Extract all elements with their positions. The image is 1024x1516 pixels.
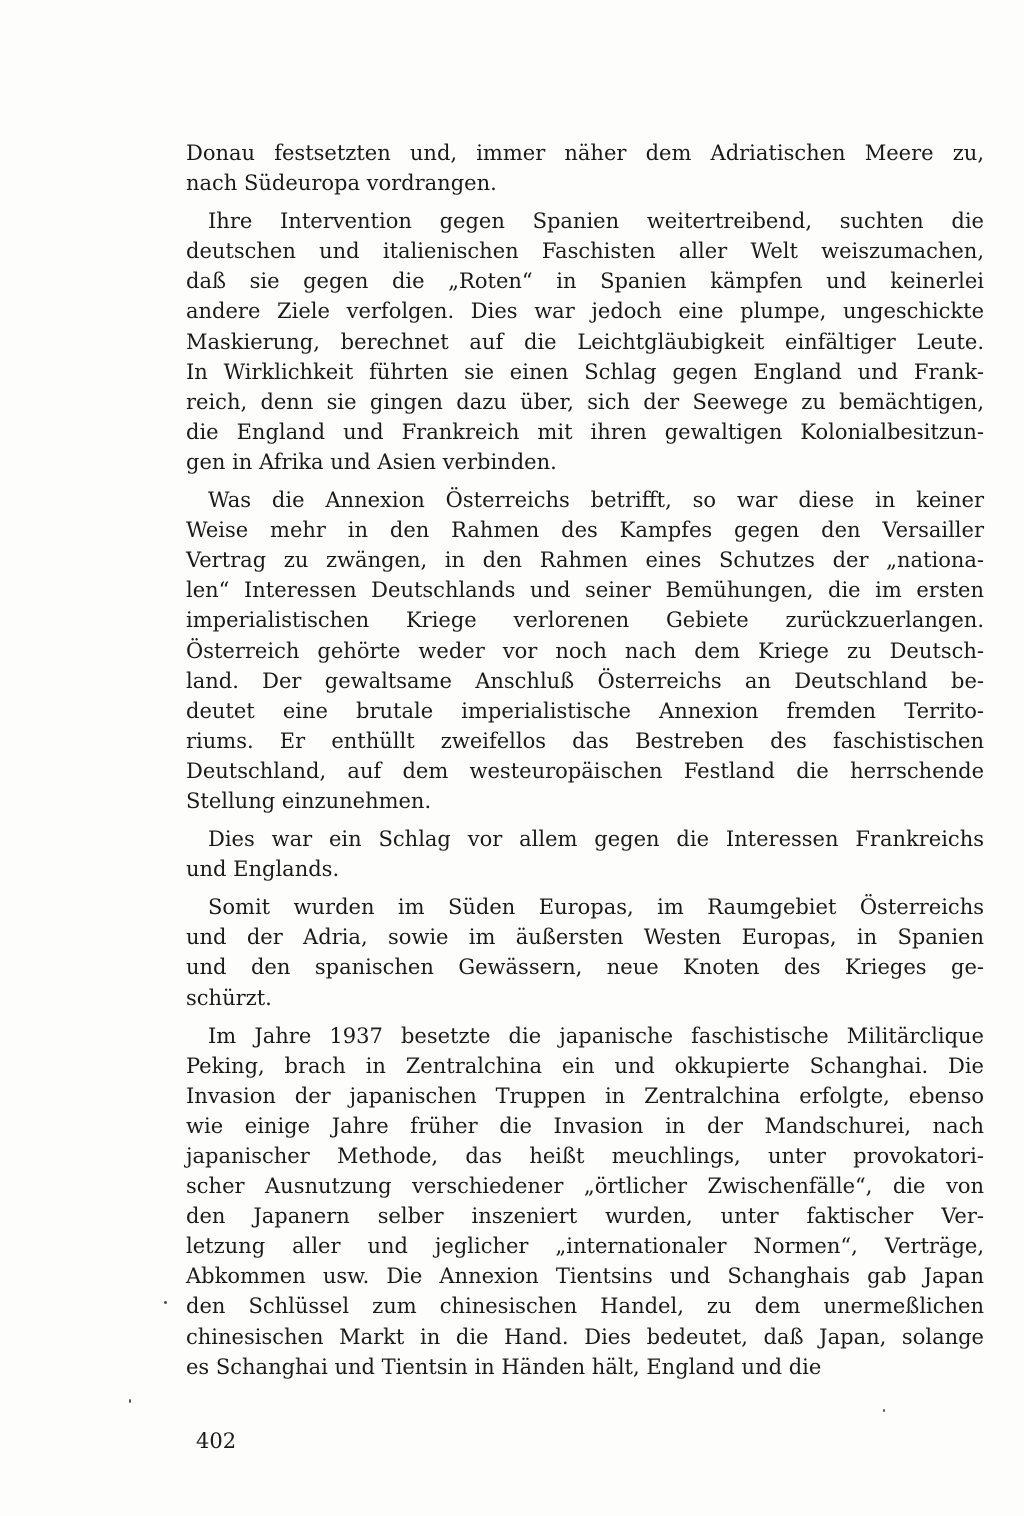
paragraph — [186, 1021, 984, 1382]
body-text — [186, 138, 984, 1390]
text-line: land. Der gewaltsame Anschluß Österreichs an Deutschland be- — [186, 668, 984, 693]
text-line: Maskierung, berechnet auf die Leichtgläubigkeit einfältiger Leute. — [186, 329, 984, 354]
text-line: Stellung einzunehmen. — [186, 788, 432, 813]
paragraph — [186, 892, 984, 1012]
text-line: letzung aller und jeglicher „internationaler Normen“, Verträge, — [186, 1234, 984, 1259]
text-line: Ihre Intervention gegen Spanien weitertreibend, suchten die — [208, 209, 984, 234]
text-line: japanischer Methode, das heißt meuchlings, unter provokatori- — [186, 1144, 984, 1168]
text-line: die England und Frankreich mit ihren gewaltigen Kolonialbesitzun- — [186, 419, 984, 444]
text-line: Österreich gehörte weder vor noch nach dem Kriege zu Deutsch- — [186, 638, 984, 663]
text-line: andere Ziele verfolgen. Dies war jedoch eine plumpe, ungeschickte — [186, 299, 984, 324]
text-line: und Englands. — [186, 857, 340, 882]
text-line: und der Adria, sowie im äußersten Westen Europas, in Spanien — [186, 925, 984, 950]
text-line: imperialistischen Kriege verlorenen Gebiete zurückzuerlangen. — [186, 608, 984, 633]
text-line: Somit wurden im Süden Europas, im Raumgebiet Österreichs — [208, 895, 984, 920]
text-line: gen in Afrika und Asien verbinden. — [186, 449, 557, 474]
print-speck — [129, 1399, 131, 1403]
text-line: reich, denn sie gingen dazu über, sich der Seewege zu bemächtigen, — [186, 389, 984, 414]
text-line: Dies war ein Schlag vor allem gegen die Interessen Frankreichs — [208, 827, 984, 852]
text-line: chinesischen Markt in die Hand. Dies bedeutet, daß Japan, solange — [186, 1324, 984, 1349]
text-line: schürzt. — [186, 985, 272, 1010]
page-number: 402 — [196, 1429, 237, 1453]
text-line: den Japanern selber inszeniert wurden, unter faktischer Ver- — [186, 1204, 984, 1229]
text-line: deutschen und italienischen Faschisten aller Welt weiszumachen, — [186, 239, 984, 264]
text-line: den Schlüssel zum chinesischen Handel, zu dem unermeßlichen — [186, 1294, 984, 1319]
text-line: scher Ausnutzung verschiedener „örtlicher Zwischenfälle“, die von — [186, 1174, 984, 1199]
text-line: In Wirklichkeit führten sie einen Schlag gegen England und Frank- — [186, 359, 984, 384]
print-speck — [164, 1301, 167, 1304]
paragraph — [186, 824, 984, 884]
paragraph — [186, 138, 984, 198]
text-line: Was die Annexion Österreichs betrifft, so war diese in keiner — [208, 488, 984, 513]
text-line: Deutschland, auf dem westeuropäischen Festland die herrschende — [186, 758, 984, 783]
print-speck — [883, 1409, 885, 1412]
text-line: Donau festsetzten und, immer näher dem Adriatischen Meere zu, — [186, 141, 984, 165]
text-line: len“ Interessen Deutschlands und seiner Bemühungen, die im ersten — [186, 578, 984, 603]
text-line: Abkommen usw. Die Annexion Tientsins und Schanghais gab Japan — [186, 1264, 984, 1289]
text-line: Invasion der japanischen Truppen in Zentralchina erfolgte, ebenso — [186, 1083, 984, 1108]
text-line: daß sie gegen die „Roten“ in Spanien kämpfen und keinerlei — [186, 269, 984, 294]
text-line: deutet eine brutale imperialistische Annexion fremden Territo- — [186, 698, 984, 723]
text-line: riums. Er enthüllt zweifellos das Bestreben des faschistischen — [186, 728, 984, 753]
paragraph — [186, 206, 984, 477]
text-line: Vertrag zu zwängen, in den Rahmen eines Schutzes der „nationa- — [186, 548, 984, 573]
text-line: nach Südeuropa vordrangen. — [186, 171, 497, 196]
text-line: es Schanghai und Tientsin in Händen hält, England und die — [186, 1354, 822, 1379]
text-line: und den spanischen Gewässern, neue Knoten des Krieges ge- — [186, 955, 984, 980]
text-line: Weise mehr in den Rahmen des Kampfes gegen den Versailler — [186, 518, 984, 543]
text-line: Im Jahre 1937 besetzte die japanische faschistische Militärclique — [208, 1023, 984, 1048]
text-line: Peking, brach in Zentralchina ein und okkupierte Schanghai. Die — [186, 1053, 984, 1078]
text-line: wie einige Jahre früher die Invasion in der Mandschurei, nach — [186, 1113, 984, 1138]
paragraph — [186, 485, 984, 816]
